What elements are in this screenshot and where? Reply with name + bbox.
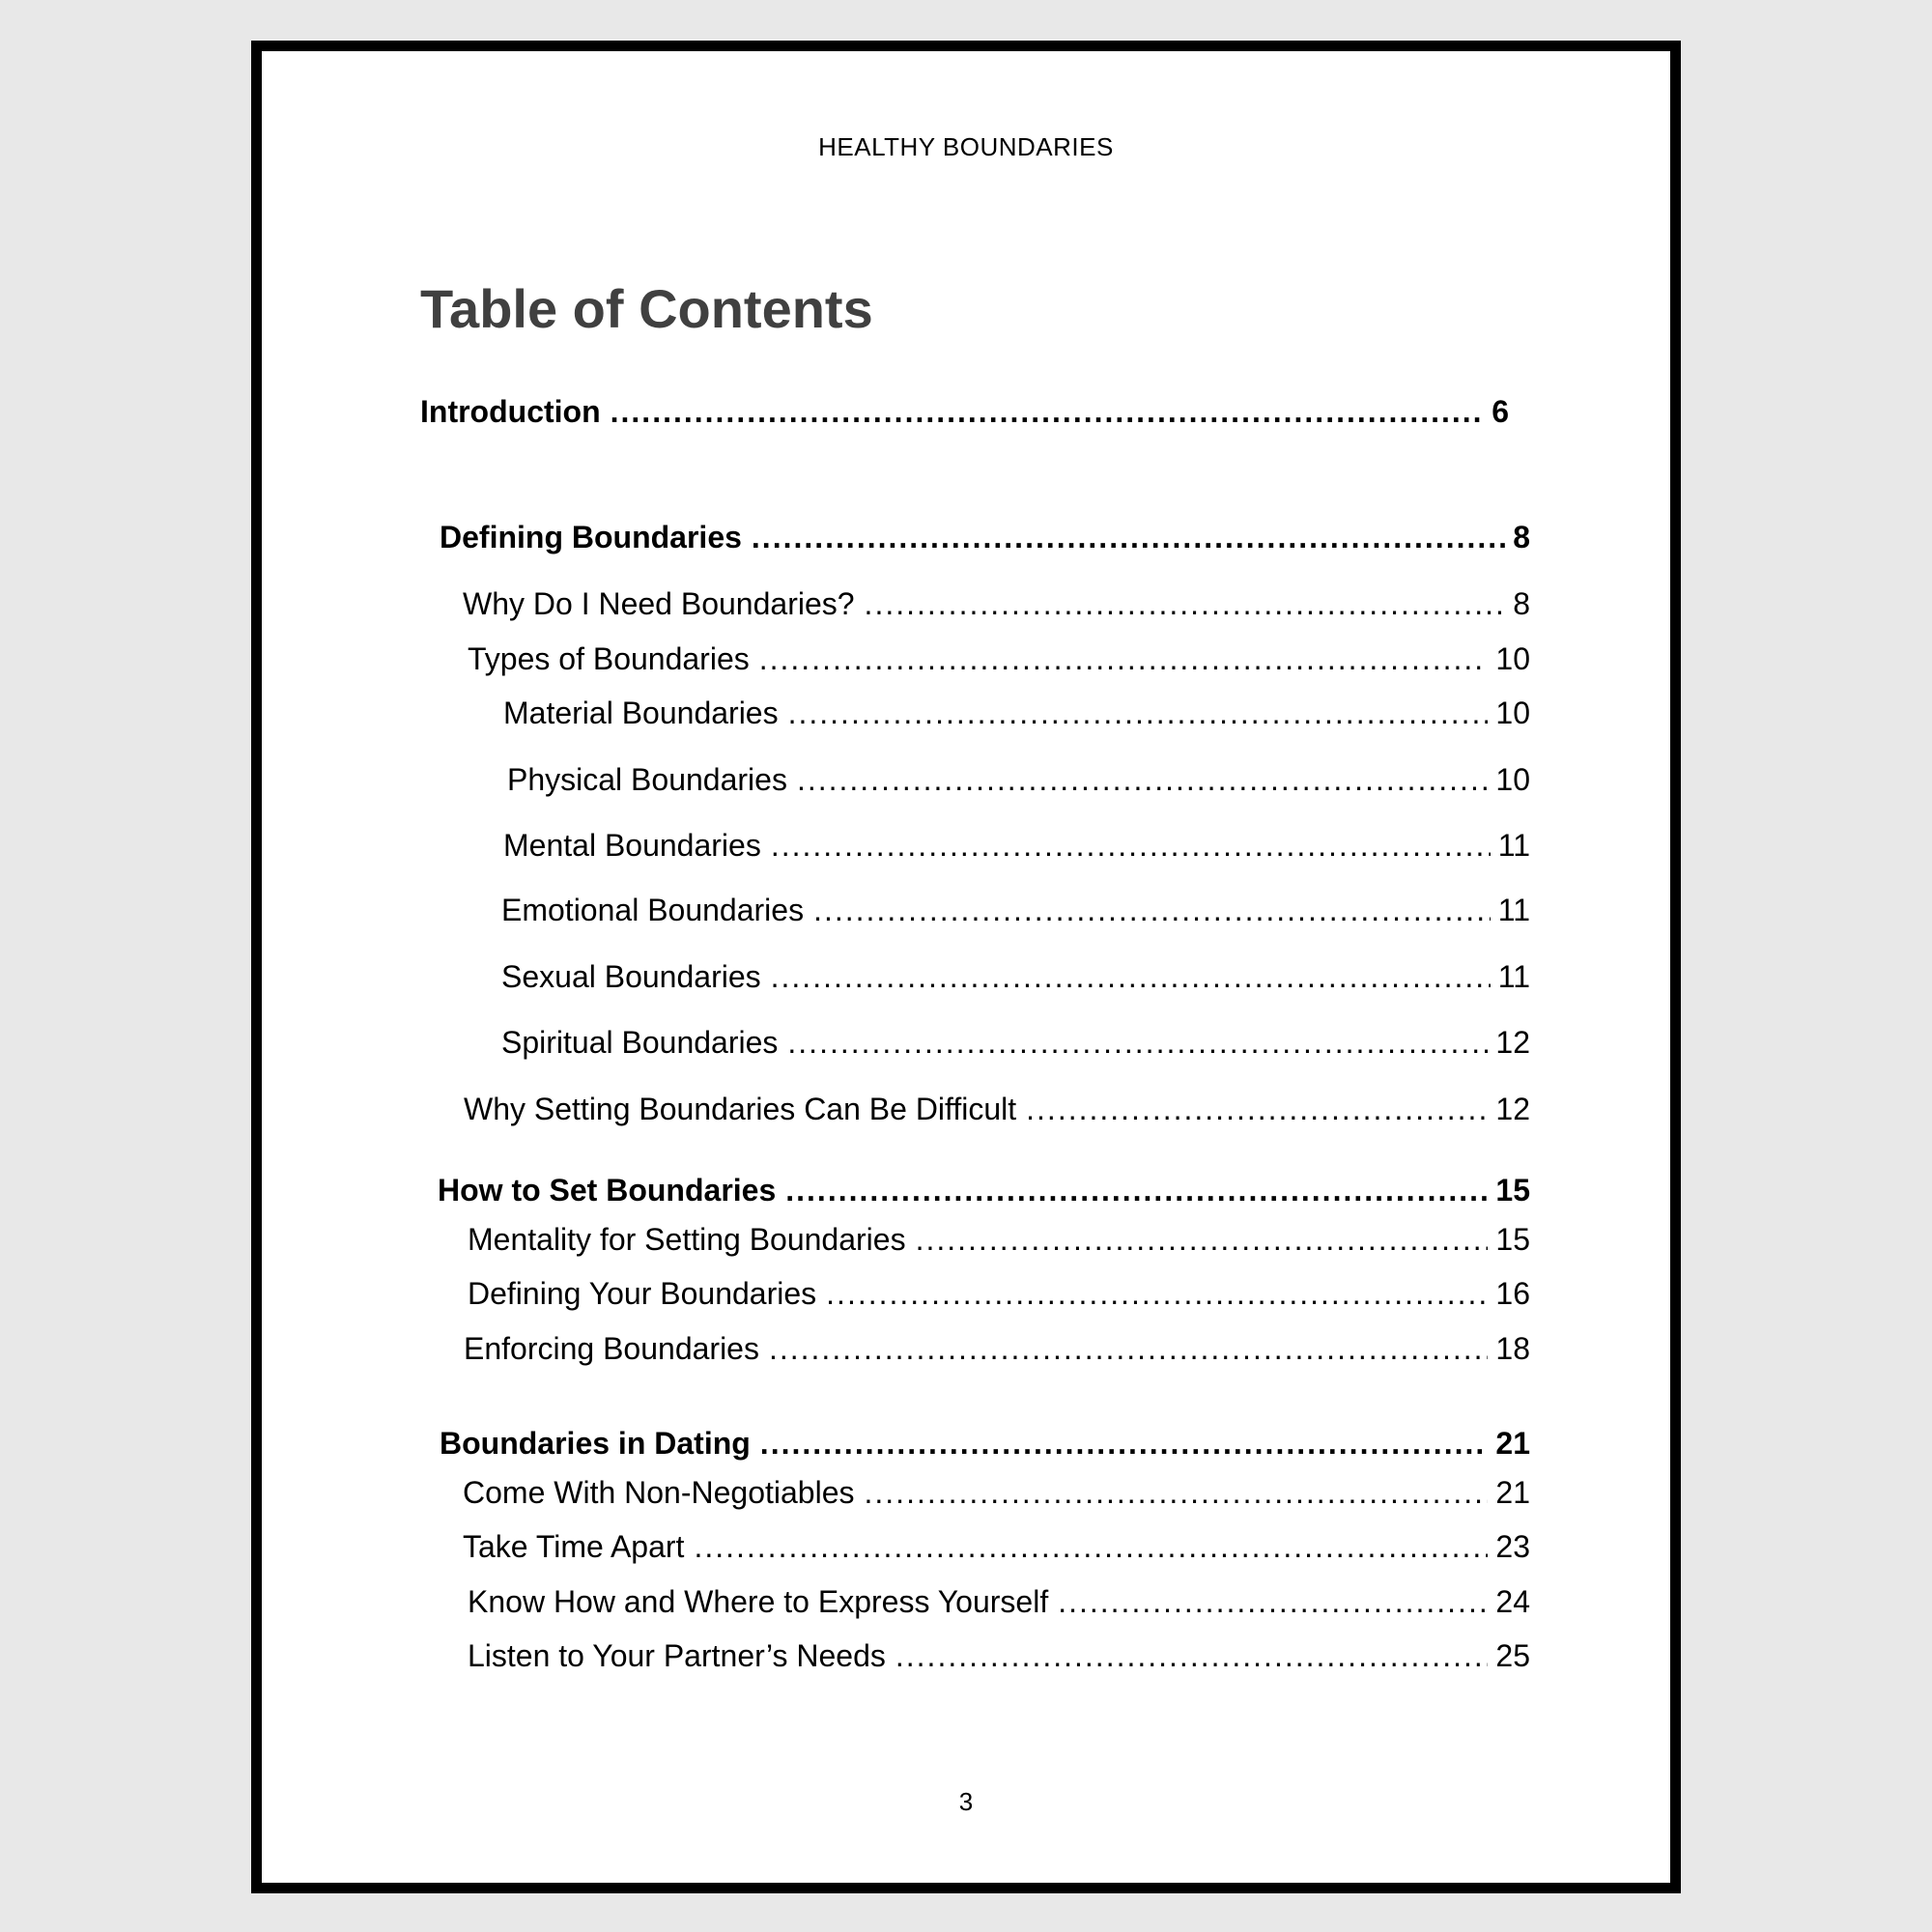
dot-leader: [611, 393, 1485, 430]
toc-entry-why-do-i-need-boundaries[interactable]: [463, 585, 1530, 622]
toc-entry-page: 21: [1495, 1475, 1530, 1510]
toc-entry-types-of-boundaries[interactable]: [468, 640, 1530, 677]
dot-leader: [759, 640, 1489, 677]
toc-entry-page: 11: [1497, 828, 1530, 863]
toc-entry-page: 16: [1495, 1276, 1530, 1311]
dot-leader: [787, 1024, 1488, 1061]
toc-entry-page: 25: [1495, 1638, 1530, 1673]
dot-leader: [916, 1221, 1489, 1258]
toc-entry-label: How to Set Boundaries: [438, 1173, 777, 1208]
toc-entry-label: Why Setting Boundaries Can Be Difficult: [464, 1092, 1017, 1126]
toc-entry-why-setting-boundaries-can-be-difficult[interactable]: [464, 1091, 1530, 1127]
dot-leader: [769, 1330, 1488, 1367]
toc-entry-page: 8: [1513, 586, 1530, 621]
page-number: 3: [958, 1787, 974, 1816]
toc-entry-page: 21: [1495, 1426, 1530, 1461]
toc-entry-label: Defining Your Boundaries: [468, 1276, 817, 1311]
toc-entry-page: 11: [1497, 893, 1530, 927]
dot-leader: [771, 827, 1491, 864]
toc-entry-label: Know How and Where to Express Yourself: [468, 1584, 1049, 1619]
toc-entry-page: 23: [1495, 1529, 1530, 1564]
toc-entry-label: Emotional Boundaries: [501, 893, 805, 927]
dot-leader: [865, 585, 1506, 622]
toc-entry-label: Mentality for Setting Boundaries: [468, 1222, 906, 1257]
toc-entry-label: Introduction: [420, 394, 601, 429]
toc-entry-know-how-and-where-to-express-yourself[interactable]: [468, 1583, 1530, 1620]
toc-entry-label: Why Do I Need Boundaries?: [463, 586, 855, 621]
dot-leader: [785, 1172, 1488, 1208]
dot-leader: [865, 1474, 1489, 1511]
toc-entry-emotional-boundaries[interactable]: [501, 892, 1530, 928]
toc-entry-spiritual-boundaries[interactable]: [501, 1024, 1530, 1061]
toc-entry-label: Defining Boundaries: [440, 520, 742, 554]
dot-leader: [895, 1637, 1489, 1674]
toc-entry-page: 10: [1495, 696, 1530, 730]
toc-entry-come-with-non-negotiables[interactable]: [463, 1474, 1530, 1511]
toc-entry-label: Mental Boundaries: [503, 828, 761, 863]
toc-entry-label: Material Boundaries: [503, 696, 779, 730]
toc-entry-label: Types of Boundaries: [468, 641, 750, 676]
toc-entry-page: 12: [1495, 1092, 1530, 1126]
toc-entry-page: 6: [1492, 394, 1509, 429]
dot-leader: [1026, 1091, 1488, 1127]
running-header: HEALTHY BOUNDARIES: [818, 132, 1114, 161]
toc-entry-listen-to-your-partners-needs[interactable]: [468, 1637, 1530, 1674]
toc-entry-defining-your-boundaries[interactable]: [468, 1275, 1530, 1312]
dot-leader: [694, 1528, 1488, 1565]
toc-title: Table of Contents: [420, 278, 873, 339]
toc-entry-page: 18: [1495, 1331, 1530, 1366]
toc-entry-page: 12: [1495, 1025, 1530, 1060]
toc-entry-label: Take Time Apart: [463, 1529, 685, 1564]
toc-entry-page: 11: [1497, 959, 1530, 994]
document-page: [251, 41, 1681, 1893]
toc-entry-page: 10: [1495, 762, 1530, 797]
toc-entry-mentality-for-setting-boundaries[interactable]: [468, 1221, 1530, 1258]
toc-entry-page: 15: [1495, 1222, 1530, 1257]
toc-entry-page: 24: [1495, 1584, 1530, 1619]
toc-entry-enforcing-boundaries[interactable]: [464, 1330, 1530, 1367]
dot-leader: [760, 1425, 1489, 1462]
toc-entry-page: 8: [1513, 520, 1530, 554]
dot-leader: [797, 761, 1488, 798]
toc-entry-page: 10: [1495, 641, 1530, 676]
toc-entry-label: Sexual Boundaries: [501, 959, 761, 994]
dot-leader: [752, 519, 1505, 555]
toc-entry-page: 15: [1495, 1173, 1530, 1208]
toc-entry-label: Boundaries in Dating: [440, 1426, 751, 1461]
toc-entry-introduction[interactable]: [420, 393, 1509, 430]
toc-entry-defining-boundaries[interactable]: [440, 519, 1530, 555]
toc-entry-take-time-apart[interactable]: [463, 1528, 1530, 1565]
toc-entry-physical-boundaries[interactable]: [507, 761, 1530, 798]
dot-leader: [771, 958, 1491, 995]
dot-leader: [788, 695, 1489, 731]
toc-entry-sexual-boundaries[interactable]: [501, 958, 1530, 995]
dot-leader: [826, 1275, 1488, 1312]
toc-entry-material-boundaries[interactable]: [503, 695, 1530, 731]
toc-entry-label: Physical Boundaries: [507, 762, 787, 797]
toc-entry-how-to-set-boundaries[interactable]: [438, 1172, 1530, 1208]
toc-entry-boundaries-in-dating[interactable]: [440, 1425, 1530, 1462]
dot-leader: [1058, 1583, 1488, 1620]
toc-entry-mental-boundaries[interactable]: [503, 827, 1530, 864]
dot-leader: [813, 892, 1491, 928]
toc-entry-label: Come With Non-Negotiables: [463, 1475, 855, 1510]
toc-entry-label: Spiritual Boundaries: [501, 1025, 779, 1060]
toc-entry-label: Enforcing Boundaries: [464, 1331, 759, 1366]
toc-entry-label: Listen to Your Partner’s Needs: [468, 1638, 886, 1673]
